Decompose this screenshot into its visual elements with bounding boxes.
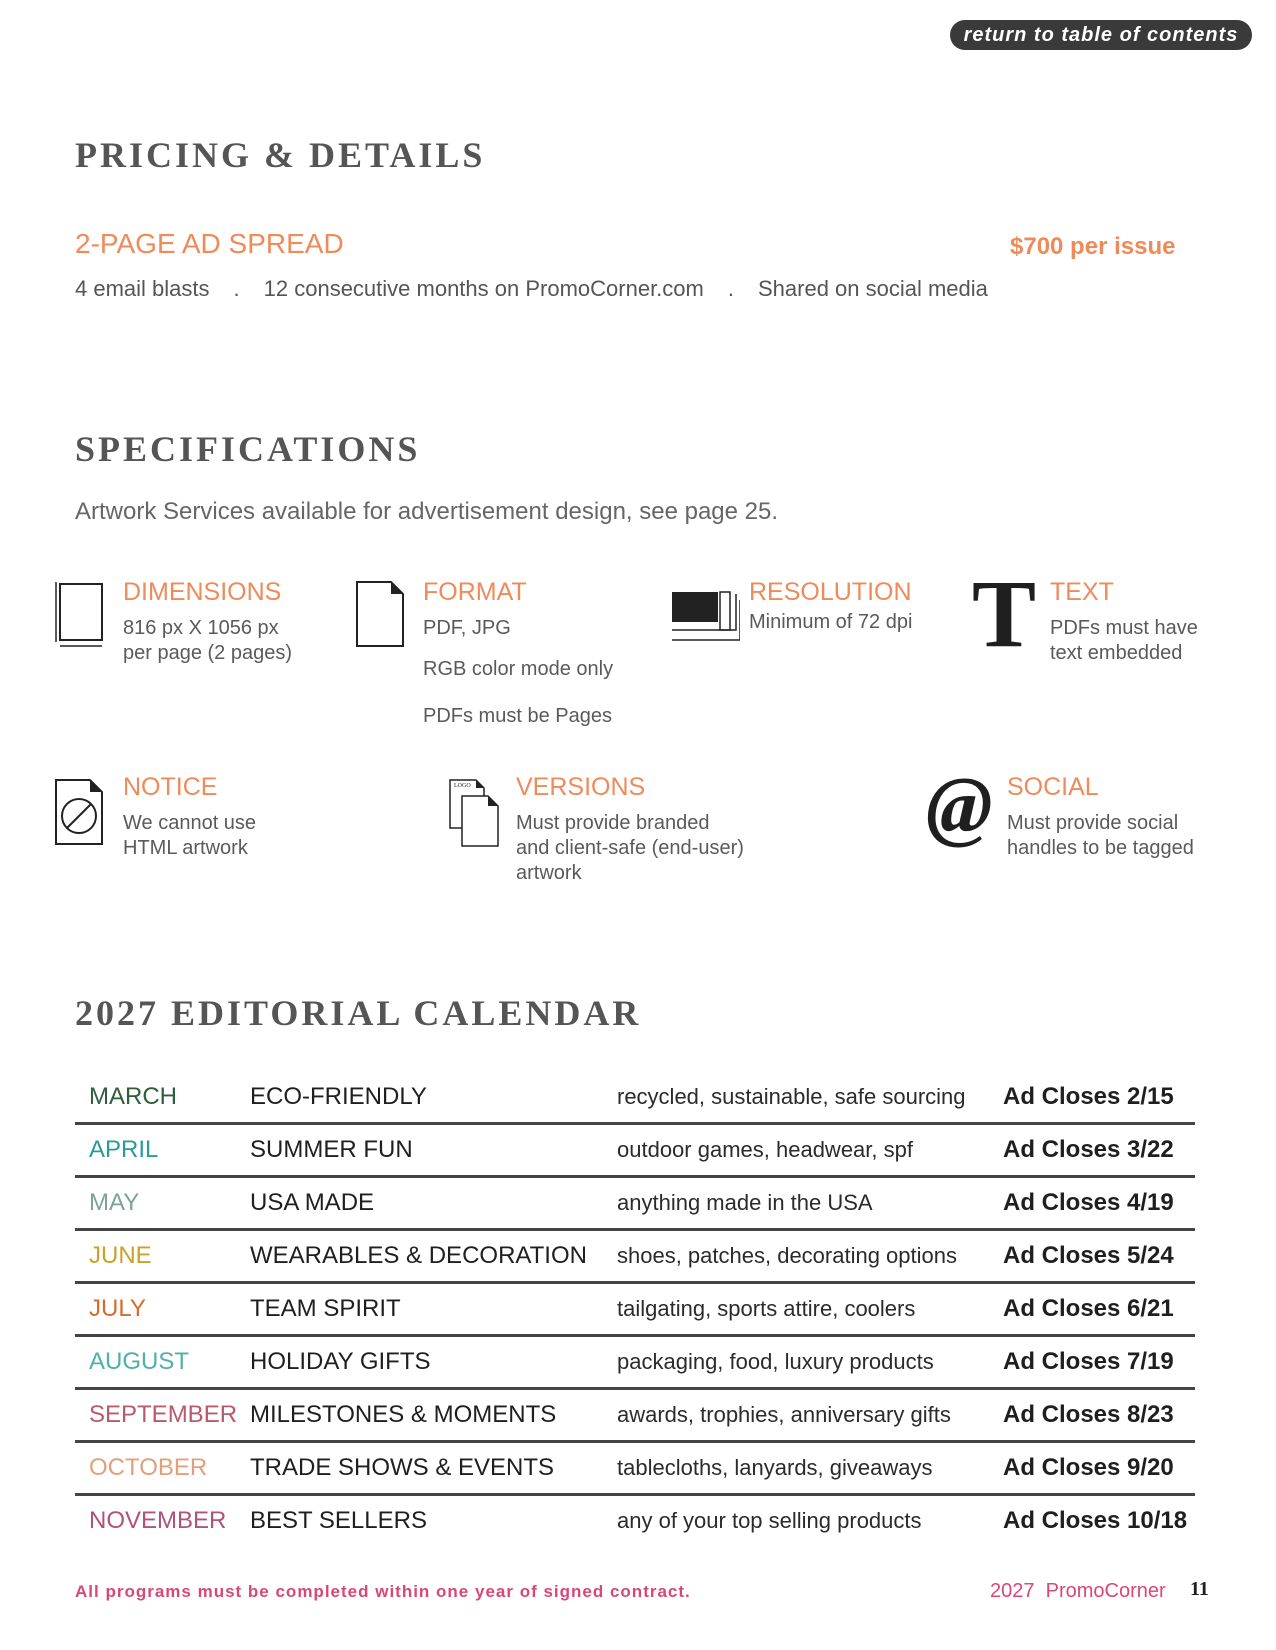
calendar-description: any of your top selling products	[617, 1508, 922, 1533]
text-t-icon: T	[972, 560, 1037, 667]
spec-title: VERSIONS	[516, 773, 646, 801]
at-sign-icon: @	[926, 762, 993, 850]
spec-line: Must provide social	[1007, 812, 1179, 834]
calendar-description: shoes, patches, decorating options	[617, 1243, 958, 1268]
spec-dimensions	[123, 578, 292, 666]
calendar-ad-close: Ad Closes 6/21	[1003, 1295, 1174, 1322]
stacked-images-icon	[670, 590, 740, 646]
calendar-theme: WEARABLES & DECORATION	[250, 1242, 587, 1269]
calendar-row	[75, 1284, 1195, 1337]
specifications-heading: SPECIFICATIONS	[75, 429, 421, 469]
calendar-ad-close: Ad Closes 9/20	[1003, 1454, 1174, 1481]
spec-title: SOCIAL	[1007, 773, 1099, 801]
spec-resolution	[749, 578, 912, 635]
calendar-theme: MILESTONES & MOMENTS	[250, 1401, 557, 1428]
page-dimensions-icon	[54, 580, 104, 650]
spec-line: PDF, JPG	[423, 617, 511, 639]
calendar-row	[75, 1231, 1195, 1284]
calendar-month: MARCH	[89, 1083, 177, 1110]
feature-item: 12 consecutive months on PromoCorner.com	[263, 276, 704, 301]
calendar-month: AUGUST	[89, 1348, 190, 1375]
calendar-row	[75, 1443, 1195, 1496]
spec-line: handles to be tagged	[1007, 837, 1194, 859]
return-to-toc-link[interactable]: return to table of contents	[950, 20, 1252, 50]
calendar-month: APRIL	[89, 1136, 159, 1163]
calendar-ad-close: Ad Closes 7/19	[1003, 1348, 1174, 1375]
footer-brand: 2027 PromoCorner	[990, 1580, 1166, 1602]
calendar-month: OCTOBER	[89, 1454, 208, 1481]
calendar-row	[75, 1337, 1195, 1390]
pricing-heading: PRICING & DETAILS	[75, 135, 486, 175]
logo-mark: LOGO	[454, 783, 471, 789]
calendar-description: anything made in the USA	[617, 1190, 873, 1215]
calendar-description: recycled, sustainable, safe sourcing	[617, 1084, 966, 1109]
calendar-theme: TEAM SPIRIT	[250, 1295, 401, 1322]
editorial-calendar-table	[75, 1072, 1195, 1546]
versions-icon	[448, 778, 500, 848]
calendar-ad-close: Ad Closes 4/19	[1003, 1189, 1174, 1216]
calendar-theme: TRADE SHOWS & EVENTS	[250, 1454, 555, 1481]
spec-title: RESOLUTION	[749, 578, 912, 606]
calendar-description: awards, trophies, anniversary gifts	[617, 1402, 951, 1427]
calendar-month: JULY	[89, 1295, 146, 1322]
calendar-ad-close: Ad Closes 8/23	[1003, 1401, 1174, 1428]
calendar-description: tablecloths, lanyards, giveaways	[617, 1455, 933, 1480]
spec-line: PDFs must be Pages	[423, 705, 612, 727]
ad-price: $700 per issue	[1010, 233, 1176, 260]
calendar-row	[75, 1072, 1195, 1125]
calendar-month: SEPTEMBER	[89, 1401, 238, 1428]
calendar-row	[75, 1125, 1195, 1178]
feature-item: Shared on social media	[757, 276, 988, 301]
ad-title: 2-PAGE AD SPREAD	[75, 228, 344, 259]
document-icon	[355, 580, 405, 650]
spec-line: HTML artwork	[123, 837, 248, 859]
footer-note: All programs must be completed within one year of signed contract.	[75, 1582, 691, 1601]
spec-line: text embedded	[1050, 642, 1183, 664]
calendar-description: outdoor games, headwear, spf	[617, 1137, 913, 1162]
spec-line: PDFs must have	[1050, 617, 1198, 639]
spec-line: Minimum of 72 dpi	[749, 611, 913, 633]
spec-line: per page (2 pages)	[123, 642, 293, 664]
calendar-month: JUNE	[89, 1242, 152, 1269]
calendar-row	[75, 1390, 1195, 1443]
calendar-row	[75, 1178, 1195, 1231]
calendar-description: tailgating, sports attire, coolers	[617, 1296, 916, 1321]
calendar-month: NOVEMBER	[89, 1507, 227, 1534]
calendar-ad-close: Ad Closes 2/15	[1003, 1083, 1174, 1110]
calendar-theme: HOLIDAY GIFTS	[250, 1348, 431, 1375]
calendar-row	[75, 1496, 1195, 1546]
calendar-theme: BEST SELLERS	[250, 1507, 427, 1534]
spec-versions	[516, 773, 744, 886]
spec-line: RGB color mode only	[423, 658, 614, 680]
calendar-heading: 2027 EDITORIAL CALENDAR	[75, 993, 642, 1033]
page-number: 11	[1190, 1578, 1209, 1600]
spec-text	[1050, 578, 1198, 666]
spec-line: We cannot use	[123, 812, 257, 834]
spec-line: 816 px X 1056 px	[123, 617, 279, 639]
calendar-theme: SUMMER FUN	[250, 1136, 413, 1163]
spec-line: artwork	[516, 862, 582, 884]
spec-title: DIMENSIONS	[123, 578, 282, 606]
spec-title: FORMAT	[423, 578, 527, 606]
calendar-theme: ECO-FRIENDLY	[250, 1083, 427, 1110]
spec-social	[1007, 773, 1194, 861]
feature-separator: .	[233, 276, 240, 301]
spec-format	[423, 578, 613, 729]
feature-list	[75, 276, 988, 302]
spec-title: TEXT	[1050, 578, 1114, 606]
calendar-description: packaging, food, luxury products	[617, 1349, 934, 1374]
spec-line: and client-safe (end-user)	[516, 837, 744, 859]
calendar-ad-close: Ad Closes 10/18	[1003, 1507, 1188, 1534]
spec-notice	[123, 773, 256, 861]
specs-intro: Artwork Services available for advertisement design, see page 25.	[75, 498, 779, 525]
feature-separator: .	[727, 276, 734, 301]
no-html-icon	[54, 778, 104, 846]
spec-title: NOTICE	[123, 773, 218, 801]
spec-line: Must provide branded	[516, 812, 710, 834]
calendar-theme: USA MADE	[250, 1189, 375, 1216]
calendar-ad-close: Ad Closes 5/24	[1003, 1242, 1174, 1269]
feature-item: 4 email blasts	[75, 276, 210, 301]
calendar-ad-close: Ad Closes 3/22	[1003, 1136, 1174, 1163]
calendar-month: MAY	[89, 1189, 140, 1216]
